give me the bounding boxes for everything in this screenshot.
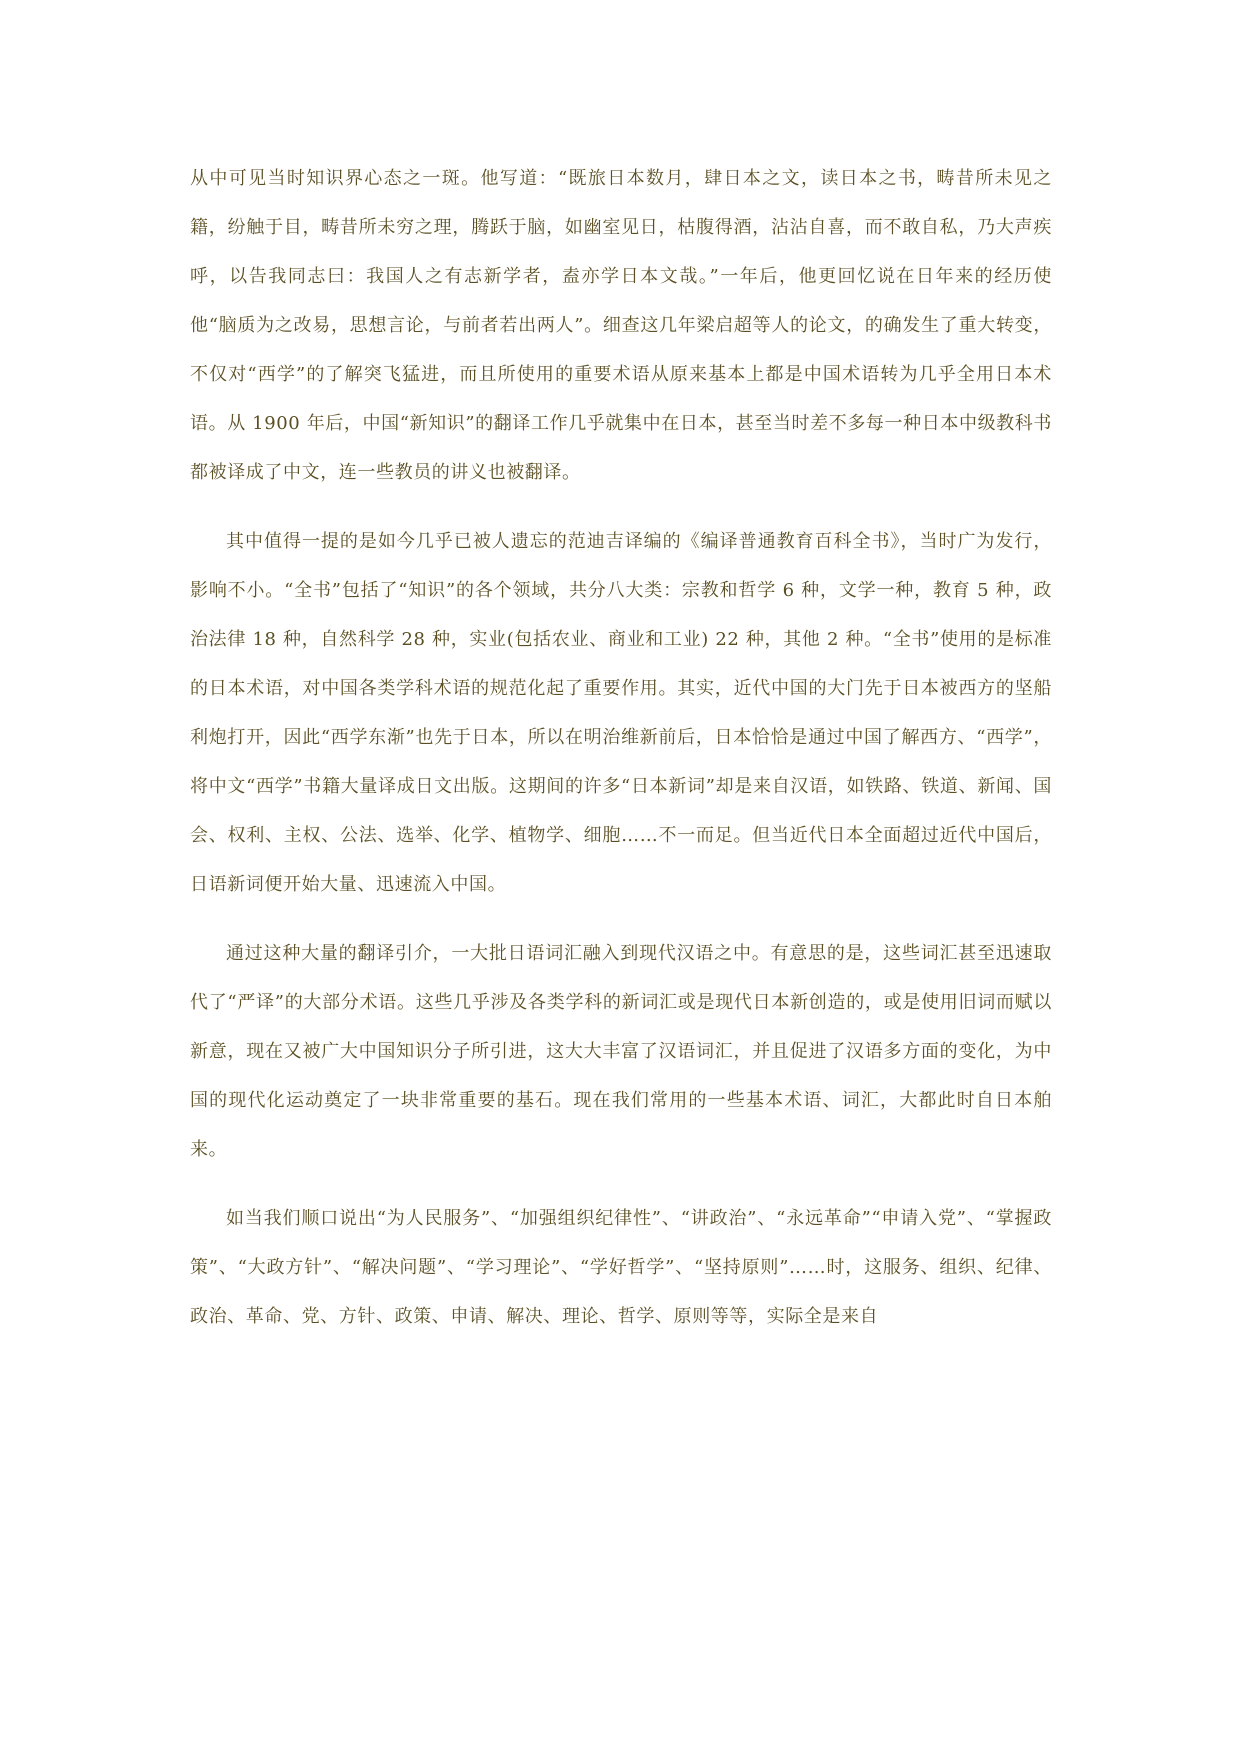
paragraph-1: 从中可见当时知识界心态之一斑。他写道：“既旅日本数月，肆日本之文，读日本之书，畴昔所未见之籍，纷触于目，畴昔所未穷之理，腾跃于脑，如幽室见日，枯腹得酒，沾沾自喜，而不敢自私，乃大声疾呼，以告我同志曰：我国人之有志新学者，盍亦学日本文哉。”一年后，他更回忆说在日年来的经历使他“脑质为之改易，思想言论，与前者若出两人”。细查这几年梁启超等人的论文，的确发生了重大转变，不仅对“西学”的了解突飞猛进，而且所使用的重要术语从原来基本上都是中国术语转为几乎全用日本术语。从 1900 年后，中国“新知识”的翻译工作几乎就集中在日本，甚至当时差不多每一种日本中级教科书都被译成了中文，连一些教员的讲义也被翻译。 [190, 168, 1052, 483]
paragraph-2: 其中值得一提的是如今几乎已被人遗忘的范迪吉译编的《编译普通教育百科全书》，当时广为发行，影响不小。“全书”包括了“知识”的各个领域，共分八大类：宗教和哲学 6 种，文学一种，教育 5 种，政治法律 18 种，自然科学 28 种，实业(包括农业、商业和工业) 22 种，其他 2 种。“全书”使用的是标准的日本术语，对中国各类学科术语的规范化起了重要作用。其实，近代中国的大门先于日本被西方的坚船利炮打开，因此“西学东渐”也先于日本，所以在明治维新前后，日本恰恰是通过中国了解西方、“西学”，将中文“西学”书籍大量译成日文出版。这期间的许多“日本新词”却是来自汉语，如铁路、铁道、新闻、国会、权利、主权、公法、选举、化学、植物学、细胞……不一而足。但当近代日本全面超过近代中国后，日语新词便开始大量、迅速流入中国。 [190, 531, 1052, 895]
paragraph-3: 通过这种大量的翻译引介，一大批日语词汇融入到现代汉语之中。有意思的是，这些词汇甚至迅速取代了“严译”的大部分术语。这些几乎涉及各类学科的新词汇或是现代日本新创造的，或是使用旧词而赋以新意，现在又被广大中国知识分子所引进，这大大丰富了汉语词汇，并且促进了汉语多方面的变化，为中国的现代化运动奠定了一块非常重要的基石。现在我们常用的一些基本术语、词汇，大都此时自日本舶来。 [190, 943, 1052, 1160]
document-body [190, 154, 1052, 1361]
paragraph-4: 如当我们顺口说出“为人民服务”、“加强组织纪律性”、“讲政治”、“永远革命”“申请入党”、“掌握政策”、“大政方针”、“解决问题”、“学习理论”、“学好哲学”、“坚持原则”……时，这服务、组织、纪律、政治、革命、党、方针、政策、申请、解决、理论、哲学、原则等等，实际全是来自 [190, 1208, 1052, 1327]
